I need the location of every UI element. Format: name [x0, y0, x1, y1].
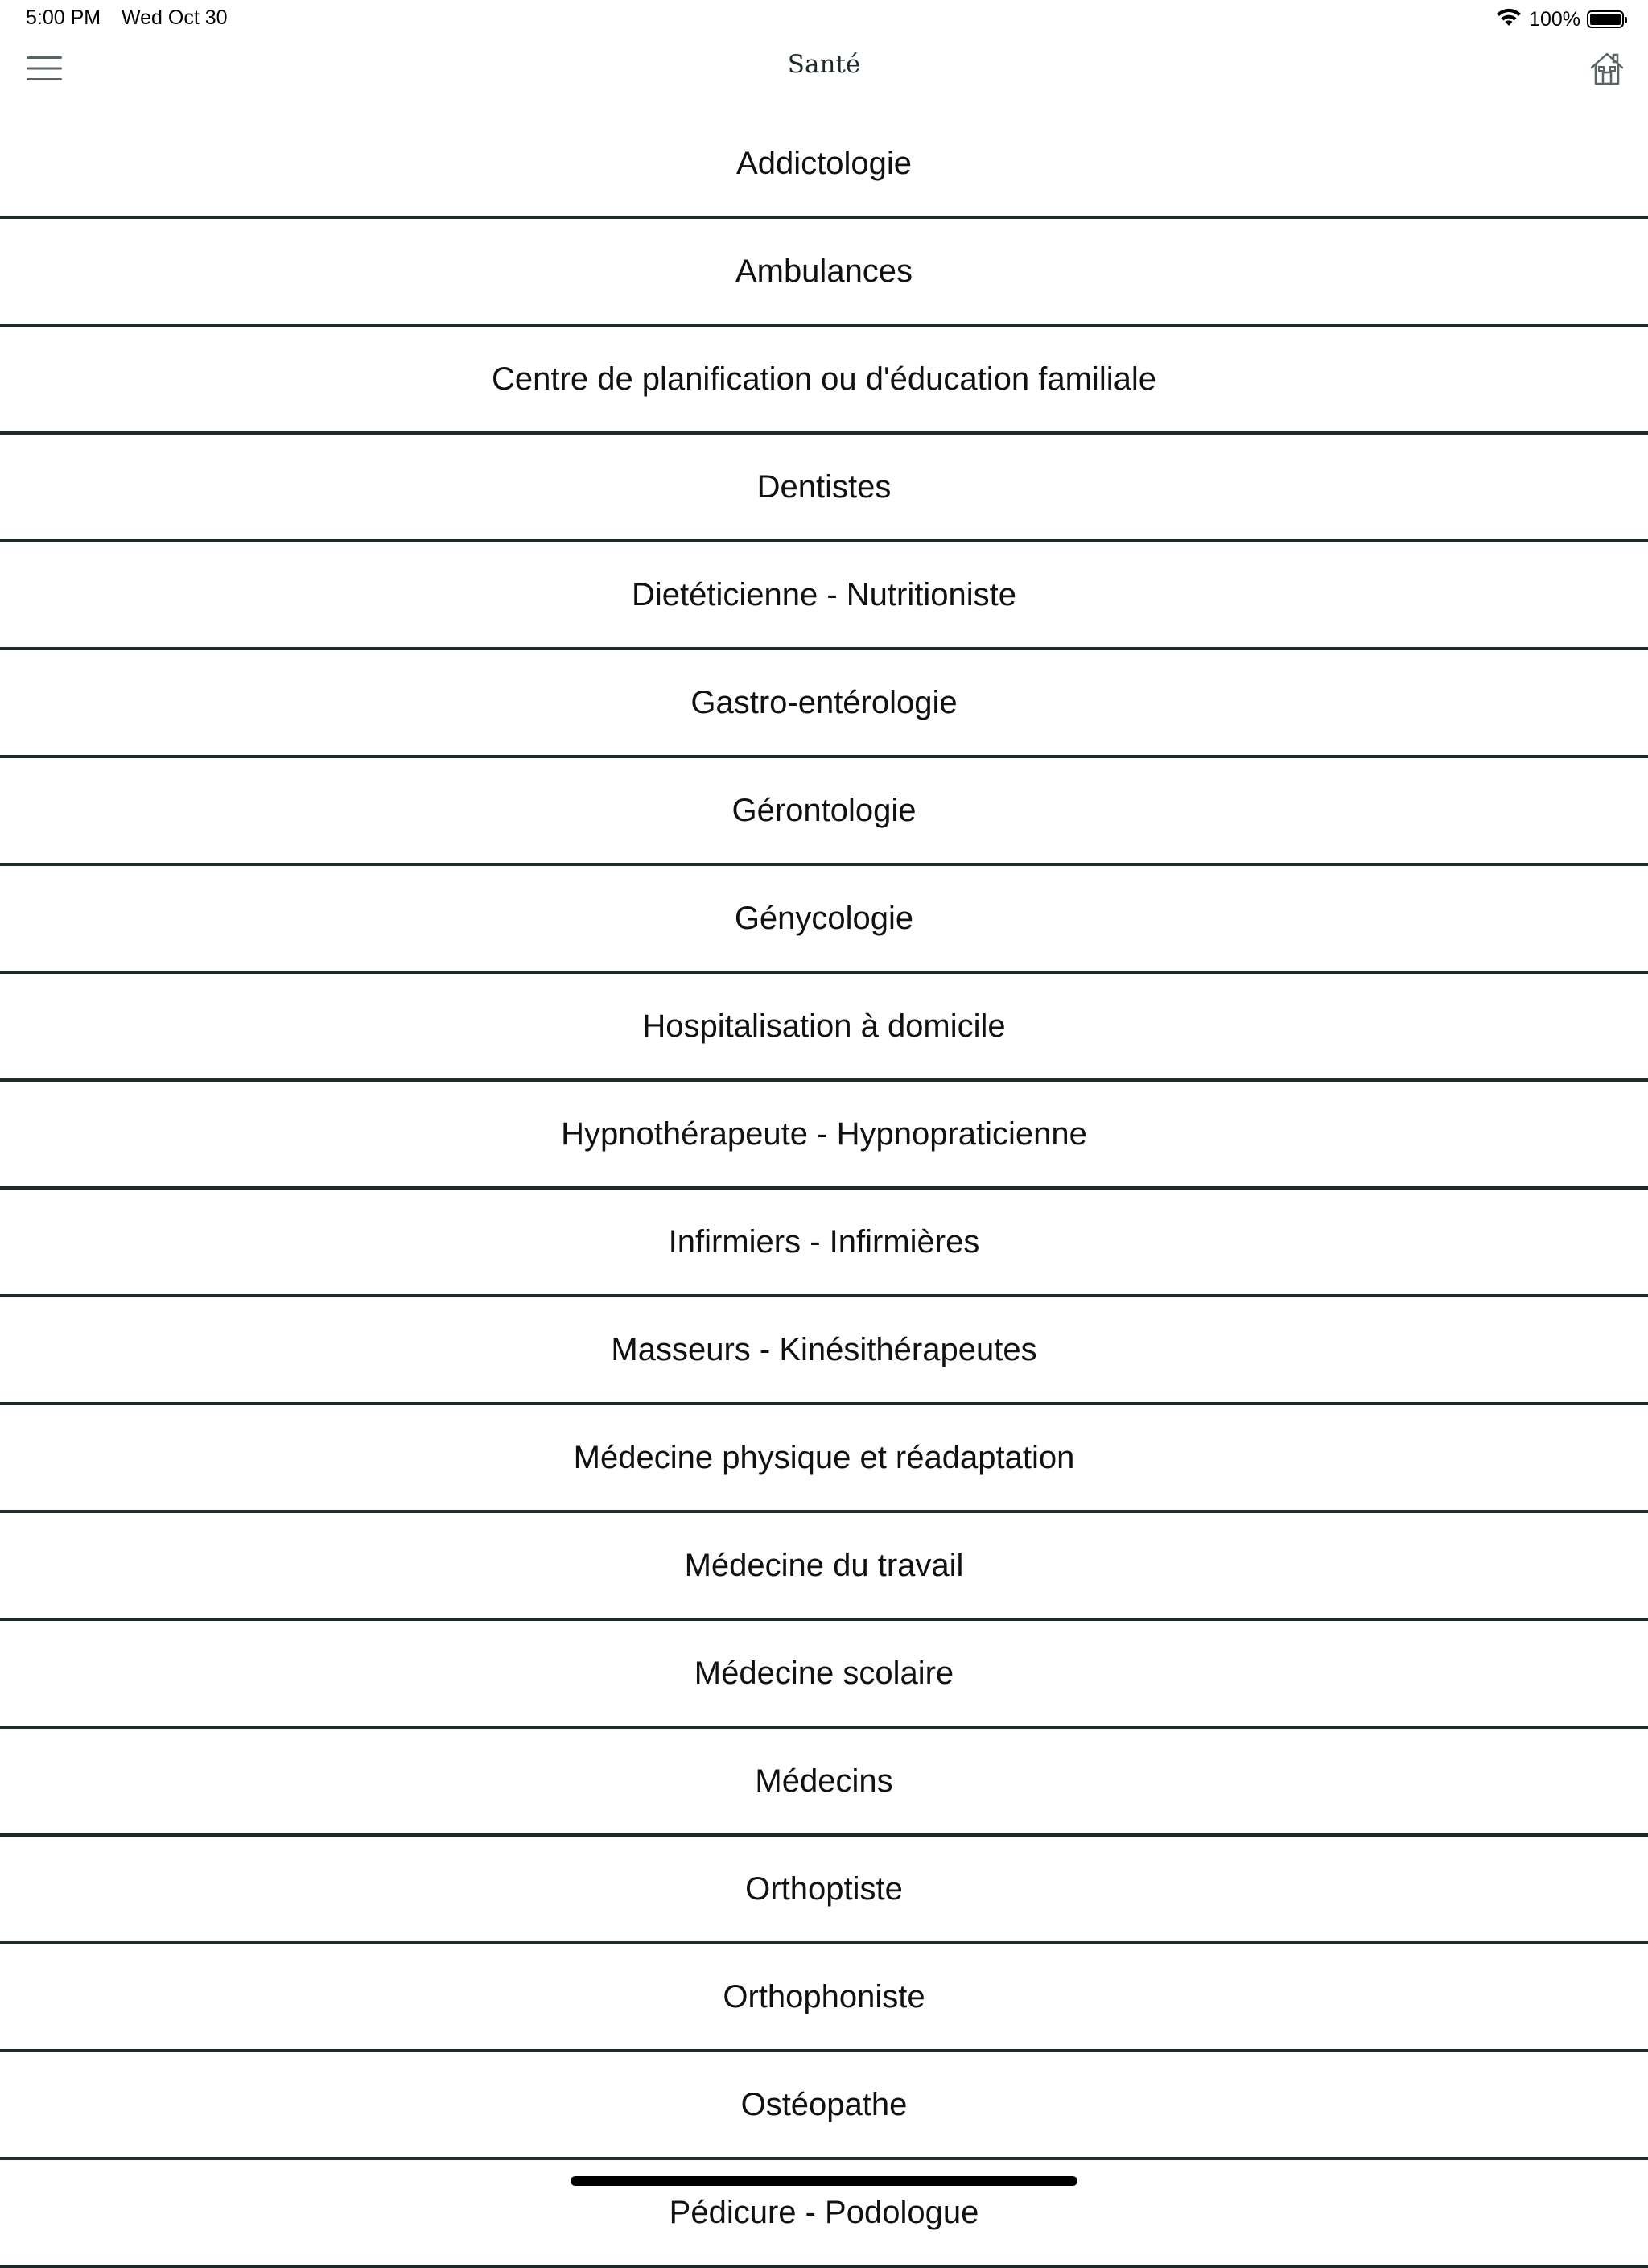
list-item[interactable]: Infirmiers - Infirmières — [0, 1190, 1648, 1297]
list-item[interactable]: Pédicure - Podologue — [0, 2160, 1648, 2268]
list-item[interactable]: Orthoptiste — [0, 1837, 1648, 1944]
list-item[interactable]: Orthophoniste — [0, 1944, 1648, 2052]
home-icon — [1588, 50, 1625, 91]
list-item[interactable]: Médecine physique et réadaptation — [0, 1405, 1648, 1513]
status-time: 5:00 PM — [26, 6, 101, 29]
list-item[interactable]: Centre de planification ou d'éducation familiale — [0, 327, 1648, 435]
battery-icon — [1587, 10, 1624, 28]
status-indicators — [1495, 5, 1624, 34]
status-date: Wed Oct 30 — [122, 6, 228, 29]
battery-percent: 100% — [1529, 7, 1580, 31]
home-indicator[interactable] — [571, 2176, 1077, 2186]
battery-fill — [1590, 14, 1621, 25]
list-item[interactable]: Masseurs - Kinésithérapeutes — [0, 1297, 1648, 1405]
list-item[interactable]: Génycologie — [0, 866, 1648, 974]
list-item[interactable]: Ambulances — [0, 219, 1648, 327]
page-title: Santé — [787, 50, 861, 79]
list-item[interactable]: Gastro-entérologie — [0, 650, 1648, 758]
list-item[interactable]: Addictologie — [0, 111, 1648, 219]
status-bar — [0, 0, 1648, 39]
list-item[interactable]: Hypnothérapeute - Hypnopraticienne — [0, 1082, 1648, 1190]
list-item[interactable]: Médecine du travail — [0, 1513, 1648, 1621]
wifi-icon — [1495, 6, 1522, 33]
navigation-bar — [0, 39, 1648, 111]
list-item[interactable]: Hospitalisation à domicile — [0, 974, 1648, 1082]
list-item[interactable]: Médecine scolaire — [0, 1621, 1648, 1729]
home-button[interactable] — [1582, 45, 1632, 95]
list-item[interactable]: Médecins — [0, 1729, 1648, 1837]
list-item[interactable]: Gérontologie — [0, 758, 1648, 866]
list-item[interactable]: Dentistes — [0, 435, 1648, 542]
list-item[interactable]: Dietéticienne - Nutritioniste — [0, 542, 1648, 650]
category-list — [0, 111, 1648, 2268]
list-item[interactable]: Ostéopathe — [0, 2052, 1648, 2160]
